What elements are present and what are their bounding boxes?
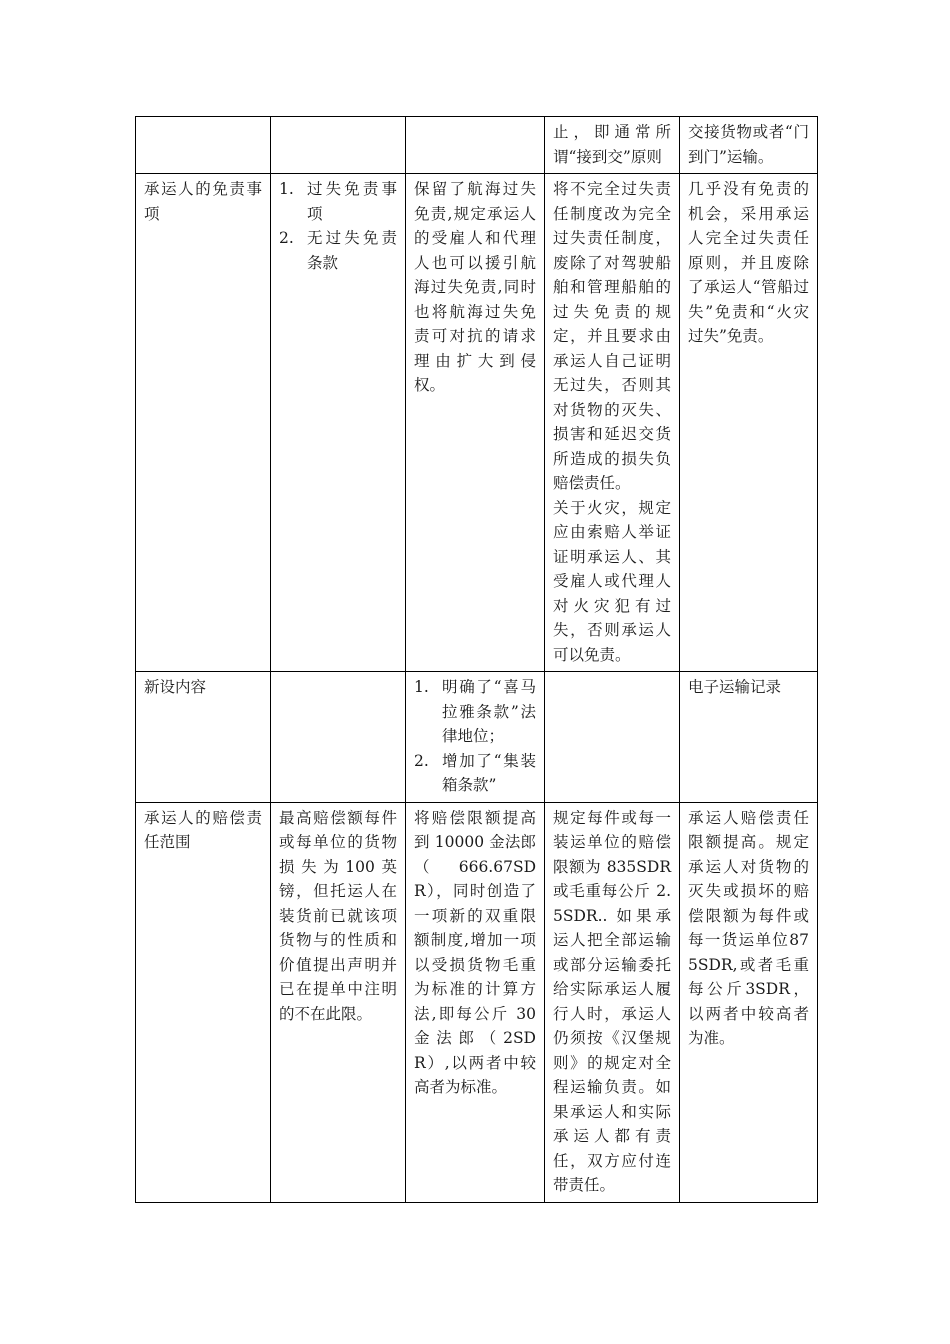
cell-text: 将不完全过失责任制度改为完全过失责任制度，废除了对驾驶船舶和管理船舶的过失免责的规定，并且要求由承运人自己证明无过失，否则其对货物的灭失、损害和延迟交货所造成的损失负赔偿责任。 bbox=[553, 180, 671, 492]
row-label: 承运人的赔偿责任范围 bbox=[144, 808, 262, 851]
list-number: 2. bbox=[279, 229, 294, 247]
cell-visby-liability bbox=[406, 802, 545, 1202]
cell-text: 承运人赔偿责任限额提高。规定承运人对货物的灭失或损坏的赔偿限额为每件或每一货运单位875SDR,或者毛重每公斤3SDR，以两者中较高者为准。 bbox=[688, 808, 809, 1047]
numbered-list bbox=[279, 177, 397, 275]
list-number: 1. bbox=[279, 180, 294, 198]
cell-empty bbox=[271, 117, 406, 174]
list-item-text: 无过失免责条款 bbox=[307, 229, 397, 272]
cell-rotterdam-delivery bbox=[680, 117, 818, 174]
list-item bbox=[279, 177, 397, 226]
list-number: 1. bbox=[414, 678, 429, 696]
row-label: 承运人的免责事项 bbox=[144, 180, 262, 223]
cell-visby-exemptions bbox=[406, 174, 545, 672]
cell-hamburg-exemptions bbox=[545, 174, 680, 672]
cell-text: 保留了航海过失免责,规定承运人的受雇人和代理人也可以援引航海过失免责,同时也将航海过失免责可对抗的请求理由扩大到侵权。 bbox=[414, 180, 536, 394]
cell-empty bbox=[271, 672, 406, 803]
cell-rotterdam-exemptions bbox=[680, 174, 818, 672]
table-row-liability bbox=[136, 802, 818, 1202]
cell-text: 规定每件或每一装运单位的赔偿限额为 835SDR 或毛重每公斤 2.5SDR.. 如果承运人把全部运输或部分运输委托给实际承运人履行人时，承运人仍须按《汉堡规则》的规定对全程运输负责。如果承运人和实际承运人都有责任，双方应付连带责任。 bbox=[553, 808, 671, 1194]
cell-text: 将赔偿限额提高到 10000 金法郎（666.67SDR），同时创造了一项新的双重限额制度,增加一项以受损货物毛重为标准的计算方法,即每公斤 30 金法郎（2SDR）,以两者中较高者为标准。 bbox=[414, 808, 536, 1096]
cell-text: 最高赔偿额每件或每单位的货物损失为100英镑，但托运人在装货前已就该项货物与的性质和价值提出声明并已在提单中注明的不在此限。 bbox=[279, 808, 397, 1023]
list-item-text: 增加了“集装箱条款” bbox=[442, 751, 536, 794]
cell-visby-new-content bbox=[406, 672, 545, 803]
cell-text: 电子运输记录 bbox=[688, 678, 782, 696]
comparison-table bbox=[135, 116, 818, 1203]
cell-empty bbox=[406, 117, 545, 174]
list-item bbox=[279, 226, 397, 275]
list-item-text: 明确了“喜马拉雅条款”法律地位； bbox=[442, 678, 536, 745]
cell-text: 交接货物或者“门到门”运输。 bbox=[688, 123, 809, 166]
list-item bbox=[414, 675, 536, 749]
cell-empty bbox=[545, 672, 680, 803]
table-row-exemptions bbox=[136, 174, 818, 672]
cell-rotterdam-new-content bbox=[680, 672, 818, 803]
list-item bbox=[414, 749, 536, 798]
cell-hamburg-liability bbox=[545, 802, 680, 1202]
row-header-exemptions bbox=[136, 174, 271, 672]
cell-hague-liability bbox=[271, 802, 406, 1202]
cell-text: 止，即通常所谓“接到交”原则 bbox=[553, 123, 671, 166]
table-row-continuation bbox=[136, 117, 818, 174]
cell-hague-exemptions bbox=[271, 174, 406, 672]
row-header-new-content bbox=[136, 672, 271, 803]
row-header-liability bbox=[136, 802, 271, 1202]
numbered-list bbox=[414, 675, 536, 798]
row-label: 新设内容 bbox=[144, 678, 207, 696]
table-row-new-content bbox=[136, 672, 818, 803]
cell-rotterdam-liability bbox=[680, 802, 818, 1202]
cell-text: 关于火灾，规定应由索赔人举证证明承运人、其受雇人或代理人对火灾犯有过失，否则承运人可以免责。 bbox=[553, 498, 671, 664]
list-number: 2. bbox=[414, 751, 429, 770]
cell-hamburg-delivery bbox=[545, 117, 680, 174]
cell-text: 几乎没有免责的机会，采用承运人完全过失责任原则，并且废除了承运人“管船过失”免责和“火灾过失”免责。 bbox=[688, 180, 809, 345]
cell-empty bbox=[136, 117, 271, 174]
list-item-text: 过失免责事项 bbox=[307, 180, 397, 223]
